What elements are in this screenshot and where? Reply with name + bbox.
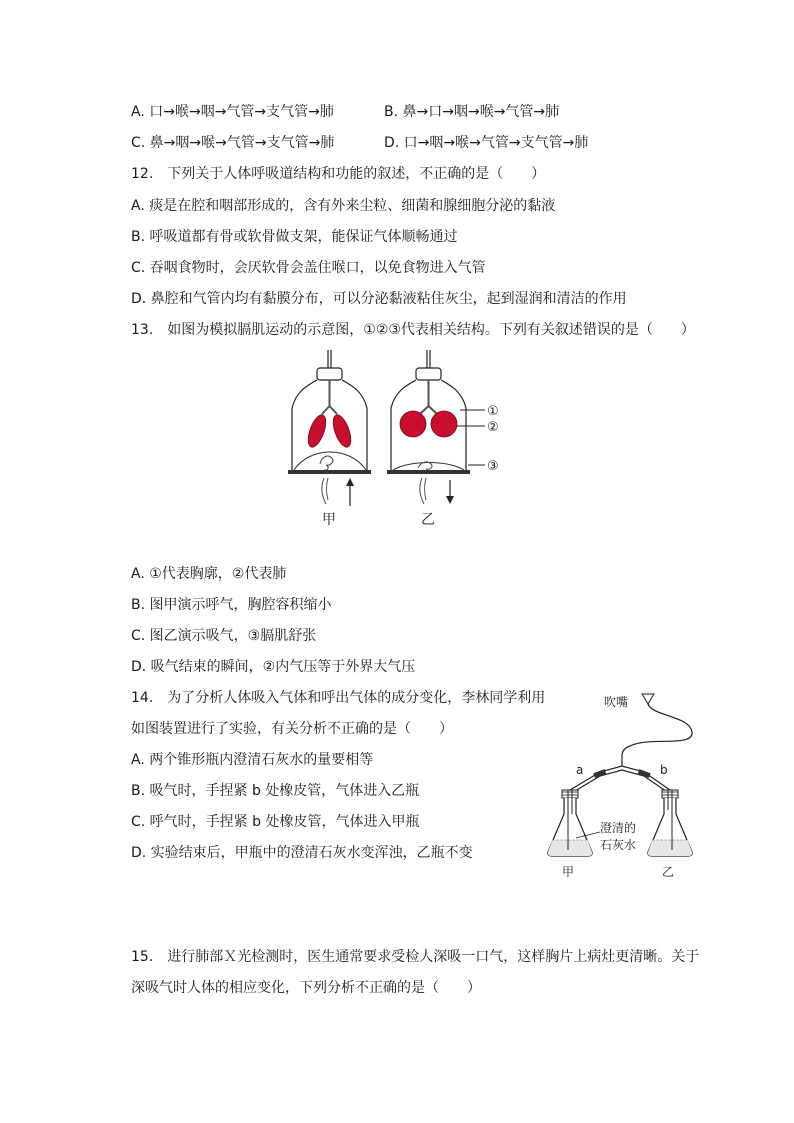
q13-option-a: A. ①代表胸廓，②代表肺 (131, 566, 287, 582)
flask-yi (648, 790, 692, 856)
bell-jar-jia (288, 350, 371, 506)
limewater-label-line2: 石灰水 (600, 838, 637, 852)
q14-option-c: C. 呼气时，手捏紧 b 处橡皮管，气体进入甲瓶 (131, 814, 420, 830)
q11-option-c: C. 鼻→咽→喉→气管→支气管→肺 (131, 135, 335, 151)
flask-jia (548, 790, 592, 856)
label-b: b (660, 763, 668, 777)
q14-option-d: D. 实验结束后，甲瓶中的澄清石灰水变浑浊，乙瓶不变 (131, 845, 473, 861)
q15-stem-line1: 15. 进行肺部Ｘ光检测时，医生通常要求受检人深吸一口气，这样胸片上病灶更清晰。关于 (131, 949, 700, 965)
q13-option-b: B. 图甲演示呼气，胸腔容积缩小 (131, 597, 332, 613)
diaphragm-model-figure (280, 346, 520, 536)
mark-2: ② (487, 420, 499, 435)
q14-stem-line2: 如图装置进行了实验，有关分析不正确的是（ ） (131, 721, 453, 737)
q14-option-a: A. 两个锥形瓶内澄清石灰水的量要相等 (131, 752, 374, 768)
q12-option-c: C. 吞咽食物时，会厌软骨会盖住喉口，以免食物进入气管 (131, 260, 486, 276)
flask-jia-label: 甲 (562, 865, 575, 879)
flask-apparatus-figure (540, 686, 710, 882)
bell-jar-yi (387, 350, 485, 504)
q12-option-a: A. 痰是在腔和咽部形成的，含有外来尘粒、细菌和腺细胞分泌的黏液 (131, 198, 556, 214)
mouthpiece-label: 吹嘴 (604, 695, 629, 709)
q11-option-d: D. 口→咽→喉→气管→支气管→肺 (384, 135, 589, 151)
label-a: a (576, 763, 584, 777)
limewater-label-line1: 澄清的 (600, 821, 637, 835)
q14-stem-line1: 14. 为了分析人体吸入气体和呼出气体的成分变化，李林同学利用 (131, 690, 546, 706)
q11-option-a: A. 口→喉→咽→气管→支气管→肺 (131, 104, 334, 120)
q12-option-b: B. 呼吸道都有骨或软骨做支架，能保证气体顺畅通过 (131, 229, 458, 245)
q15-stem-line2: 深吸气时人体的相应变化，下列分析不正确的是（ ） (131, 980, 481, 996)
q13-option-c: C. 图乙演示吸气，③膈肌舒张 (131, 628, 317, 644)
label-yi: 乙 (421, 512, 435, 528)
q12-option-d: D. 鼻腔和气管内均有黏膜分布，可以分泌黏液粘住灰尘，起到湿润和清洁的作用 (131, 291, 627, 307)
q14-option-b: B. 吸气时，手捏紧 b 处橡皮管，气体进入乙瓶 (131, 783, 420, 799)
q12-stem: 12. 下列关于人体呼吸道结构和功能的叙述，不正确的是（ ） (131, 166, 546, 182)
q13-option-d: D. 吸气结束的瞬间，②内气压等于外界大气压 (131, 659, 416, 675)
flask-yi-label: 乙 (662, 865, 675, 879)
q13-stem: 13. 如图为模拟膈肌运动的示意图，①②③代表相关结构。下列有关叙述错误的是（ ） (131, 322, 695, 338)
q11-option-b: B. 鼻→口→咽→喉→气管→肺 (384, 104, 560, 120)
label-jia: 甲 (322, 512, 336, 528)
mark-3: ③ (487, 459, 499, 474)
mark-1: ① (487, 404, 499, 419)
